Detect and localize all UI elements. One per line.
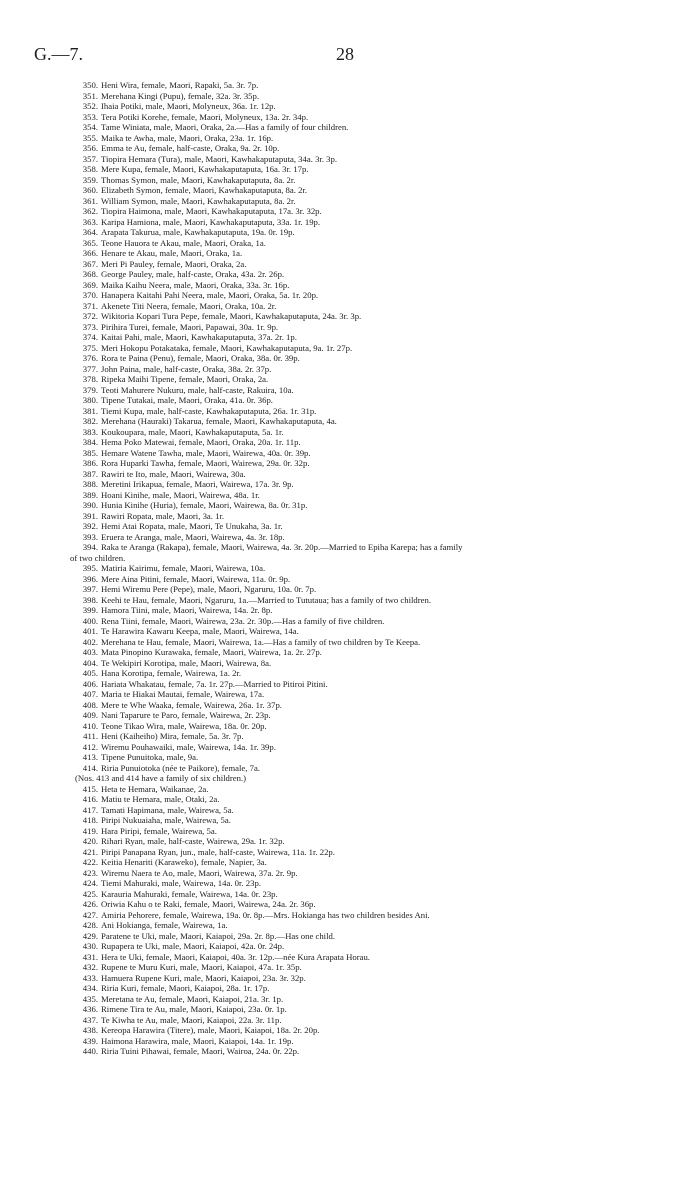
entry-text: Te Wekipiri Korotipa, male, Maori, Wairewa, 8a.	[101, 657, 272, 668]
list-item	[0, 164, 700, 175]
entry-number: 369.	[82, 279, 98, 290]
entry-text: Hariata Whakatau, female, 7a. 1r. 27p.—Married to Pitiroi Pitini.	[101, 678, 328, 689]
list-item	[0, 973, 700, 984]
entry-number: 395.	[82, 563, 98, 573]
entry-number: 412.	[82, 741, 98, 752]
entry-text: Tera Potiki Korehe, female, Maori, Molyneux, 13a. 2r. 34p.	[101, 111, 309, 122]
list-item	[0, 311, 700, 322]
entry-text: Meretana te Au, female, Maori, Kaiapoi, 21a. 3r. 1p.	[101, 993, 284, 1004]
list-item	[0, 332, 700, 343]
entry-text: Heni Wira, female, Maori, Rapaki, 5a. 3r. 7p.	[101, 80, 259, 90]
entry-number: 413.	[82, 752, 98, 762]
entry-number: 411.	[83, 731, 98, 741]
list-item	[0, 532, 700, 543]
list-item	[0, 899, 700, 910]
entry-text: Meri Hokopu Potakataka, female, Maori, Kawhakaputaputa, 9a. 1r. 27p.	[101, 342, 353, 353]
entry-number: 438.	[82, 1025, 98, 1035]
entry-text: Keehi te Hau, female, Maori, Ngaruru, 1a.—Married to Tututaua; has a family of two children.	[101, 594, 432, 605]
entry-number: 401.	[82, 626, 98, 636]
entry-text: Elizabeth Symon, female, Maori, Kawhakaputaputa, 8a. 2r.	[101, 185, 308, 195]
entry-number: 352.	[82, 101, 98, 111]
entry-text: Matiu te Hemara, male, Otaki, 2a.	[101, 794, 220, 804]
entry-text: Rupapera te Uki, male, Maori, Kaiapoi, 42a. 0r. 24p.	[101, 941, 285, 951]
list-item	[0, 563, 700, 574]
list-item	[0, 910, 700, 921]
entry-number: 406.	[82, 678, 98, 689]
entry-number: 362.	[82, 206, 98, 216]
list-item	[0, 301, 700, 312]
entry-number: 440.	[82, 1046, 98, 1056]
entry-text: Rimene Tira te Au, male, Maori, Kaiapoi, 23a. 0r. 1p.	[101, 1004, 287, 1014]
entry-number: 425.	[82, 888, 98, 899]
entry-text: Hema Poko Matewai, female, Maori, Oraka, 20a. 1r. 11p.	[101, 437, 301, 447]
entry-text: Rupene te Muru Kuri, male, Maori, Kaiapoi, 47a. 1r. 35p.	[101, 962, 302, 972]
entry-text: Raka te Aranga (Rakapa), female, Maori, Wairewa, 4a. 3r. 20p.—Married to Epiha Karepa; has a family	[101, 542, 463, 552]
list-item	[0, 1025, 700, 1036]
entry-text: Heni (Kaiheiho) Mira, female, 5a. 3r. 7p.	[101, 731, 244, 741]
entry-text: Hara Piripi, female, Wairewa, 5a.	[101, 825, 217, 836]
entry-text: Hemi Wiremu Pere (Pepe), male, Maori, Ngaruru, 10a. 0r. 7p.	[101, 584, 317, 594]
entry-text: Merehana (Hauraki) Takarua, female, Maori, Kawhakaputaputa, 4a.	[101, 416, 337, 426]
entry-number: 408.	[82, 699, 98, 710]
entry-text: Riria Kuri, female, Maori, Kaiapoi, 28a. 1r. 17p.	[101, 983, 270, 993]
entry-text: Hana Korotipa, female, Wairewa, 1a. 2r.	[101, 668, 242, 678]
entry-number: 363.	[82, 216, 98, 227]
entry-number: 351.	[82, 90, 98, 101]
entry-number: 389.	[82, 489, 98, 500]
list-item	[0, 1015, 700, 1026]
entry-number: 424.	[82, 878, 98, 888]
entry-number: 405.	[82, 668, 98, 678]
list-item	[0, 521, 700, 532]
entry-text: Tipene Punuitoka, male, 9a.	[101, 752, 199, 762]
list-item	[0, 731, 700, 742]
list-item	[0, 374, 700, 385]
list-item	[0, 238, 700, 249]
entry-text: Emma te Au, female, half-caste, Oraka, 9a. 2r. 10p.	[101, 143, 280, 153]
entry-text: Rora Huparki Tawha, female, Maori, Wairewa, 29a. 0r. 32p.	[101, 458, 310, 468]
entry-number: 436.	[82, 1004, 98, 1014]
entry-number: 393.	[82, 531, 98, 542]
entry-text: Rora te Paina (Penu), female, Maori, Oraka, 38a. 0r. 39p.	[101, 353, 300, 363]
entry-text: Riria Punuiotoka (née te Paikore), female, 7a.	[101, 762, 260, 773]
list-item	[0, 889, 700, 900]
list-item	[0, 721, 700, 732]
entry-text: Hemare Watene Tawha, male, Maori, Wairewa, 40a. 0r. 39p.	[101, 447, 311, 458]
list-item	[0, 1036, 700, 1047]
entry-number: 415.	[82, 783, 98, 794]
entry-text: Thomas Symon, male, Maori, Kawhakaputaputa, 8a. 2r.	[101, 174, 296, 185]
entry-text: John Paina, male, half-caste, Oraka, 38a. 2r. 37p.	[101, 363, 272, 374]
entry-text: Haimona Harawira, male, Maori, Kaiapoi, 14a. 1r. 19p.	[101, 1035, 294, 1046]
list-item	[0, 217, 700, 228]
list-item	[0, 794, 700, 805]
list-item	[0, 143, 700, 154]
entry-number: 379.	[82, 384, 98, 395]
entry-number: 421.	[82, 846, 98, 857]
entry-text: Arapata Takurua, male, Kawhakaputaputa, 19a. 0r. 19p.	[101, 227, 295, 237]
list-item	[0, 920, 700, 931]
entry-text: Mata Pinopino Kurawaka, female, Maori, Wairewa, 1a. 2r. 27p.	[101, 647, 322, 657]
entry-number: 350.	[82, 80, 98, 90]
entry-number: 392.	[82, 521, 98, 531]
entry-text: Akenete Titi Neera, female, Maori, Oraka, 10a. 2r.	[101, 300, 277, 311]
entry-number: 366.	[82, 248, 98, 258]
entry-text: Riria Tuini Pihawai, female, Maori, Wairoa, 24a. 0r. 22p.	[101, 1046, 300, 1056]
list-item	[0, 122, 700, 133]
entry-number: 426.	[82, 899, 98, 909]
entry-text: Tiopira Hemara (Tura), male, Maori, Kawhakaputaputa, 34a. 3r. 3p.	[101, 153, 338, 164]
entry-text: Rawiri te Ito, male, Maori, Wairewa, 30a.	[101, 468, 246, 479]
list-item	[0, 500, 700, 511]
entry-text: Hamora Tiini, male, Maori, Wairewa, 14a. 2r. 8p.	[101, 605, 273, 615]
entry-number: 390.	[82, 500, 98, 510]
entry-number: 388.	[82, 479, 98, 489]
entry-number: 384.	[82, 437, 98, 447]
entry-text: Meretini Irikapua, female, Maori, Wairewa, 17a. 3r. 9p.	[101, 479, 294, 489]
entry-number: 427.	[82, 909, 98, 920]
entry-text: Oriwia Kahu o te Raki, female, Maori, Wairewa, 24a. 2r. 36p.	[101, 899, 316, 909]
entry-number: 397.	[82, 584, 98, 594]
entry-text: Hunia Kinihe (Huria), female, Maori, Wairewa, 8a. 0r. 31p.	[101, 500, 308, 510]
entry-number: 360.	[82, 185, 98, 195]
entry-text: Kereopa Harawira (Titere), male, Maori, Kaiapoi, 18a. 2r. 20p.	[101, 1025, 320, 1035]
entry-text: Hemi Atai Ropata, male, Maori, Te Unukaha, 3a. 1r.	[101, 521, 283, 531]
entry-number: 385.	[82, 447, 98, 458]
list-item	[0, 395, 700, 406]
list-item	[0, 269, 700, 280]
entry-text: Piripi Panapana Ryan, jun., male, half-caste, Wairewa, 11a. 1r. 22p.	[101, 846, 335, 857]
entry-number: 430.	[82, 941, 98, 951]
entry-number: 404.	[82, 657, 98, 668]
list-item	[0, 353, 700, 364]
list-item	[0, 469, 700, 480]
entry-text: Meri Pi Pauley, female, Maori, Oraka, 2a.	[101, 258, 247, 269]
list-item	[0, 542, 700, 553]
entry-number: 439.	[82, 1035, 98, 1046]
entry-text: Hamuera Rupene Kuri, male, Maori, Kaiapoi, 23a. 3r. 32p.	[101, 972, 306, 983]
entry-number: 429.	[82, 930, 98, 941]
entry-text: Te Harawira Kawaru Keepa, male, Maori, Wairewa, 14a.	[101, 626, 299, 636]
entry-number: 386.	[82, 458, 98, 468]
entry-text: Ihaia Potiki, male, Maori, Molyneux, 36a. 1r. 12p.	[101, 101, 276, 111]
entry-number: 403.	[82, 647, 98, 657]
entry-text: Teoti Mahurere Nukuru, male, half-caste, Rakuira, 10a.	[101, 384, 294, 395]
entry-number: 433.	[82, 972, 98, 983]
entry-text: Maria te Hiakai Mautai, female, Wairewa, 17a.	[101, 689, 265, 699]
entry-number: 416.	[82, 794, 98, 804]
list-item	[0, 658, 700, 669]
entry-number: 400.	[82, 615, 98, 626]
entry-text: Rihari Ryan, male, half-caste, Wairewa, 29a. 1r. 32p.	[101, 836, 285, 846]
list-item	[0, 196, 700, 207]
entry-text: Tiemi Mahuraki, male, Wairewa, 14a. 0r. 23p.	[101, 878, 261, 888]
entry-text: Wiremu Naera te Ao, male, Maori, Wairewa, 37a. 2r. 9p.	[101, 867, 298, 878]
entry-text: Merehana te Hau, female, Maori, Wairewa, 1a.—Has a family of two children by Te Keepa.	[101, 636, 421, 647]
entry-number: 417.	[82, 804, 98, 815]
entry-number: 419.	[82, 825, 98, 836]
list-item	[0, 962, 700, 973]
entry-text: Maika Kaihu Neera, male, Maori, Oraka, 33a. 3r. 16p.	[101, 279, 290, 290]
list-item	[0, 175, 700, 186]
list-item	[0, 805, 700, 816]
list-item	[0, 983, 700, 994]
entry-number: 437.	[82, 1014, 98, 1025]
list-item	[0, 112, 700, 123]
entry-number: 357.	[82, 153, 98, 164]
list-item	[0, 763, 700, 774]
list-item	[0, 280, 700, 291]
entry-text: Heta te Hemara, Waikanae, 2a.	[101, 783, 209, 794]
list-item	[0, 668, 700, 679]
list-item	[0, 815, 700, 826]
entry-text: Mere te Whe Waaka, female, Wairewa, 26a. 1r. 37p.	[101, 699, 282, 710]
entry-text: Teone Tikao Wira, male, Wairewa, 18a. 0r. 20p.	[101, 720, 267, 731]
entry-number: 414.	[82, 762, 98, 773]
list-item	[0, 91, 700, 102]
entry-text: Pirihira Turei, female, Maori, Papawai, 30a. 1r. 9p.	[101, 321, 279, 332]
list-item	[0, 385, 700, 396]
entry-number: 391.	[82, 510, 98, 521]
list-item	[0, 343, 700, 354]
entry-text: Matiria Kairimu, female, Maori, Wairewa, 10a.	[101, 563, 266, 573]
entry-number: 377.	[82, 363, 98, 374]
list-item	[0, 836, 700, 847]
entry-number: 382.	[82, 416, 98, 426]
entry-number: 354.	[82, 122, 98, 132]
list-item	[0, 1004, 700, 1015]
entry-number: 353.	[82, 111, 98, 122]
entry-number: 373.	[82, 321, 98, 332]
entry-number: 394.	[82, 542, 98, 552]
document-reference: G.—7.	[34, 44, 83, 64]
list-item	[0, 700, 700, 711]
entry-text: Kaitai Pahi, male, Maori, Kawhakaputaputa, 37a. 2r. 1p.	[101, 332, 297, 342]
entry-text: Henare te Akau, male, Maori, Oraka, 1a.	[101, 248, 243, 258]
entry-text: Rena Tiini, female, Maori, Wairewa, 23a. 2r. 30p.—Has a family of five children.	[101, 615, 385, 626]
entry-text: Mere Kupa, female, Maori, Kawhakaputaputa, 16a. 3r. 17p.	[101, 164, 309, 174]
entry-text: Karauria Mahuraki, female, Wairewa, 14a. 0r. 23p.	[101, 888, 278, 899]
list-item	[0, 206, 700, 217]
entry-text: Eruera te Aranga, male, Maori, Wairewa, 4a. 3r. 18p.	[101, 531, 285, 542]
entry-text: Piripi Nukuaiaha, male, Wairewa, 5a.	[101, 815, 231, 825]
entry-continuation	[0, 553, 700, 564]
entry-number: 387.	[82, 468, 98, 479]
entry-number: 396.	[82, 573, 98, 584]
entry-number: 372.	[82, 311, 98, 321]
list-item	[0, 584, 700, 595]
list-item	[0, 1046, 700, 1057]
entry-number: 368.	[82, 269, 98, 279]
list-item	[0, 626, 700, 637]
entry-number: 422.	[82, 857, 98, 867]
list-item	[0, 742, 700, 753]
list-item	[0, 101, 700, 112]
entry-number: 375.	[82, 342, 98, 353]
entry-number: 431.	[82, 951, 98, 962]
entry-note	[0, 773, 700, 784]
list-item	[0, 416, 700, 427]
list-item	[0, 637, 700, 648]
entry-number: 378.	[82, 374, 98, 384]
list-item	[0, 427, 700, 438]
list-item	[0, 878, 700, 889]
entry-number: 407.	[82, 689, 98, 699]
entry-number: 355.	[82, 132, 98, 143]
entry-text: of two children.	[70, 552, 126, 563]
entry-text: Karipa Hamiona, male, Maori, Kawhakaputaputa, 33a. 1r. 19p.	[101, 216, 321, 227]
entry-text: Rawiri Ropata, male, Maori, 3a. 1r.	[101, 510, 225, 521]
list-item	[0, 952, 700, 963]
entry-text: Nani Taparure te Paro, female, Wairewa, 2r. 23p.	[101, 710, 271, 720]
list-item	[0, 994, 700, 1005]
entry-number: 358.	[82, 164, 98, 174]
entry-text: Paratene te Uki, male, Maori, Kaiapoi, 29a. 2r. 8p.—Has one child.	[101, 930, 336, 941]
list-item	[0, 80, 700, 91]
list-item	[0, 868, 700, 879]
entry-text: (Nos. 413 and 414 have a family of six children.)	[75, 773, 247, 783]
list-item	[0, 511, 700, 522]
list-item	[0, 437, 700, 448]
list-item	[0, 185, 700, 196]
entry-number: 370.	[82, 290, 98, 300]
list-item	[0, 752, 700, 763]
list-item	[0, 227, 700, 238]
entry-text: Ripeka Maihi Tipene, female, Maori, Oraka, 2a.	[101, 374, 269, 384]
list-item	[0, 647, 700, 658]
list-item	[0, 689, 700, 700]
entry-text: Ani Hokianga, female, Wairewa, 1a.	[101, 920, 228, 930]
entry-text: Tipene Tutakai, male, Maori, Oraka, 41a. 0r. 36p.	[101, 395, 273, 405]
list-item	[0, 133, 700, 144]
entry-number: 359.	[82, 174, 98, 185]
entry-number: 428.	[82, 920, 98, 930]
list-item	[0, 847, 700, 858]
entry-number: 367.	[82, 258, 98, 269]
entry-number: 374.	[82, 332, 98, 342]
entry-number: 398.	[82, 594, 98, 605]
entry-text: Tame Winiata, male, Maori, Oraka, 2a.—Has a family of four children.	[101, 122, 349, 132]
entry-text: Te Kiwha te Au, male, Maori, Kaiapoi, 22a. 3r. 11p.	[101, 1014, 282, 1025]
page-header	[0, 44, 700, 68]
entry-number: 356.	[82, 143, 98, 153]
entry-text: Hanapera Kaitahi Pahi Neera, male, Maori, Oraka, 5a. 1r. 20p.	[101, 290, 319, 300]
list-item	[0, 322, 700, 333]
entry-number: 409.	[82, 710, 98, 720]
list-item	[0, 941, 700, 952]
list-item	[0, 679, 700, 690]
entry-number: 432.	[82, 962, 98, 972]
list-item	[0, 248, 700, 259]
entry-text: Hoani Kinihe, male, Maori, Wairewa, 48a. 1r.	[101, 489, 260, 500]
entry-text: Wikitoria Kopari Tura Pepe, female, Maori, Kawhakaputaputa, 24a. 3r. 3p.	[101, 311, 362, 321]
entry-number: 376.	[82, 353, 98, 363]
entry-text: Maika te Awha, male, Maori, Oraka, 23a. 1r. 16p.	[101, 132, 274, 143]
list-item	[0, 290, 700, 301]
entry-number: 423.	[82, 867, 98, 878]
entry-number: 410.	[82, 720, 98, 731]
entry-number: 383.	[82, 426, 98, 437]
list-item	[0, 154, 700, 165]
list-item	[0, 931, 700, 942]
entry-number: 435.	[82, 993, 98, 1004]
entry-number: 381.	[82, 405, 98, 416]
entry-text: Teone Hauora te Akau, male, Maori, Oraka, 1a.	[101, 237, 266, 248]
entry-text: Tamati Hapimana, male, Wairewa, 5a.	[101, 804, 234, 815]
entry-number: 365.	[82, 237, 98, 248]
entry-number: 418.	[82, 815, 98, 825]
entry-text: Wiremu Pouhawaiki, male, Wairewa, 14a. 1r. 39p.	[101, 741, 276, 752]
entry-number: 420.	[82, 836, 98, 846]
entry-text: Amiria Pehorere, female, Wairewa, 19a. 0r. 8p.—Mrs. Hokianga has two children besides Ani.	[101, 909, 430, 920]
entry-number: 364.	[82, 227, 98, 237]
entry-number: 361.	[82, 195, 98, 206]
list-item	[0, 710, 700, 721]
entry-number: 434.	[82, 983, 98, 993]
list-item	[0, 490, 700, 501]
list-item	[0, 259, 700, 270]
list-item	[0, 784, 700, 795]
entry-text: Keitia Henariti (Karaweko), female, Napier, 3a.	[101, 857, 267, 867]
entry-text: Merehana Kingi (Pupu), female, 32a. 3r. 35p.	[101, 90, 260, 101]
list-item	[0, 458, 700, 469]
entry-number: 402.	[82, 636, 98, 647]
list-item	[0, 595, 700, 606]
entry-text: Tiemi Kupa, male, half-caste, Kawhakaputaputa, 26a. 1r. 31p.	[101, 405, 317, 416]
entry-text: William Symon, male, Maori, Kawhakaputaputa, 8a. 2r.	[101, 195, 296, 206]
list-item	[0, 448, 700, 459]
list-item	[0, 605, 700, 616]
entry-number: 380.	[82, 395, 98, 405]
list-item	[0, 406, 700, 417]
entry-text: Koukoupara, male, Maori, Kawhakaputaputa, 5a. 1r.	[101, 426, 284, 437]
entry-text: Mere Aina Pitini, female, Maori, Wairewa, 11a. 0r. 9p.	[101, 573, 291, 584]
entry-text: Hera te Uki, female, Maori, Kaiapoi, 40a. 3r. 12p.—née Kura Arapata Horau.	[101, 951, 370, 962]
entry-number: 371.	[82, 300, 98, 311]
entry-text: George Pauley, male, half-caste, Oraka, 43a. 2r. 26p.	[101, 269, 285, 279]
list-item	[0, 574, 700, 585]
entry-number: 399.	[82, 605, 98, 615]
page-number: 28	[336, 44, 354, 64]
list-item	[0, 616, 700, 627]
list-item	[0, 479, 700, 490]
entry-list	[0, 80, 700, 1057]
list-item	[0, 826, 700, 837]
list-item	[0, 364, 700, 375]
entry-text: Tiopira Haimona, male, Maori, Kawhakaputaputa, 17a. 3r. 32p.	[101, 206, 322, 216]
list-item	[0, 857, 700, 868]
